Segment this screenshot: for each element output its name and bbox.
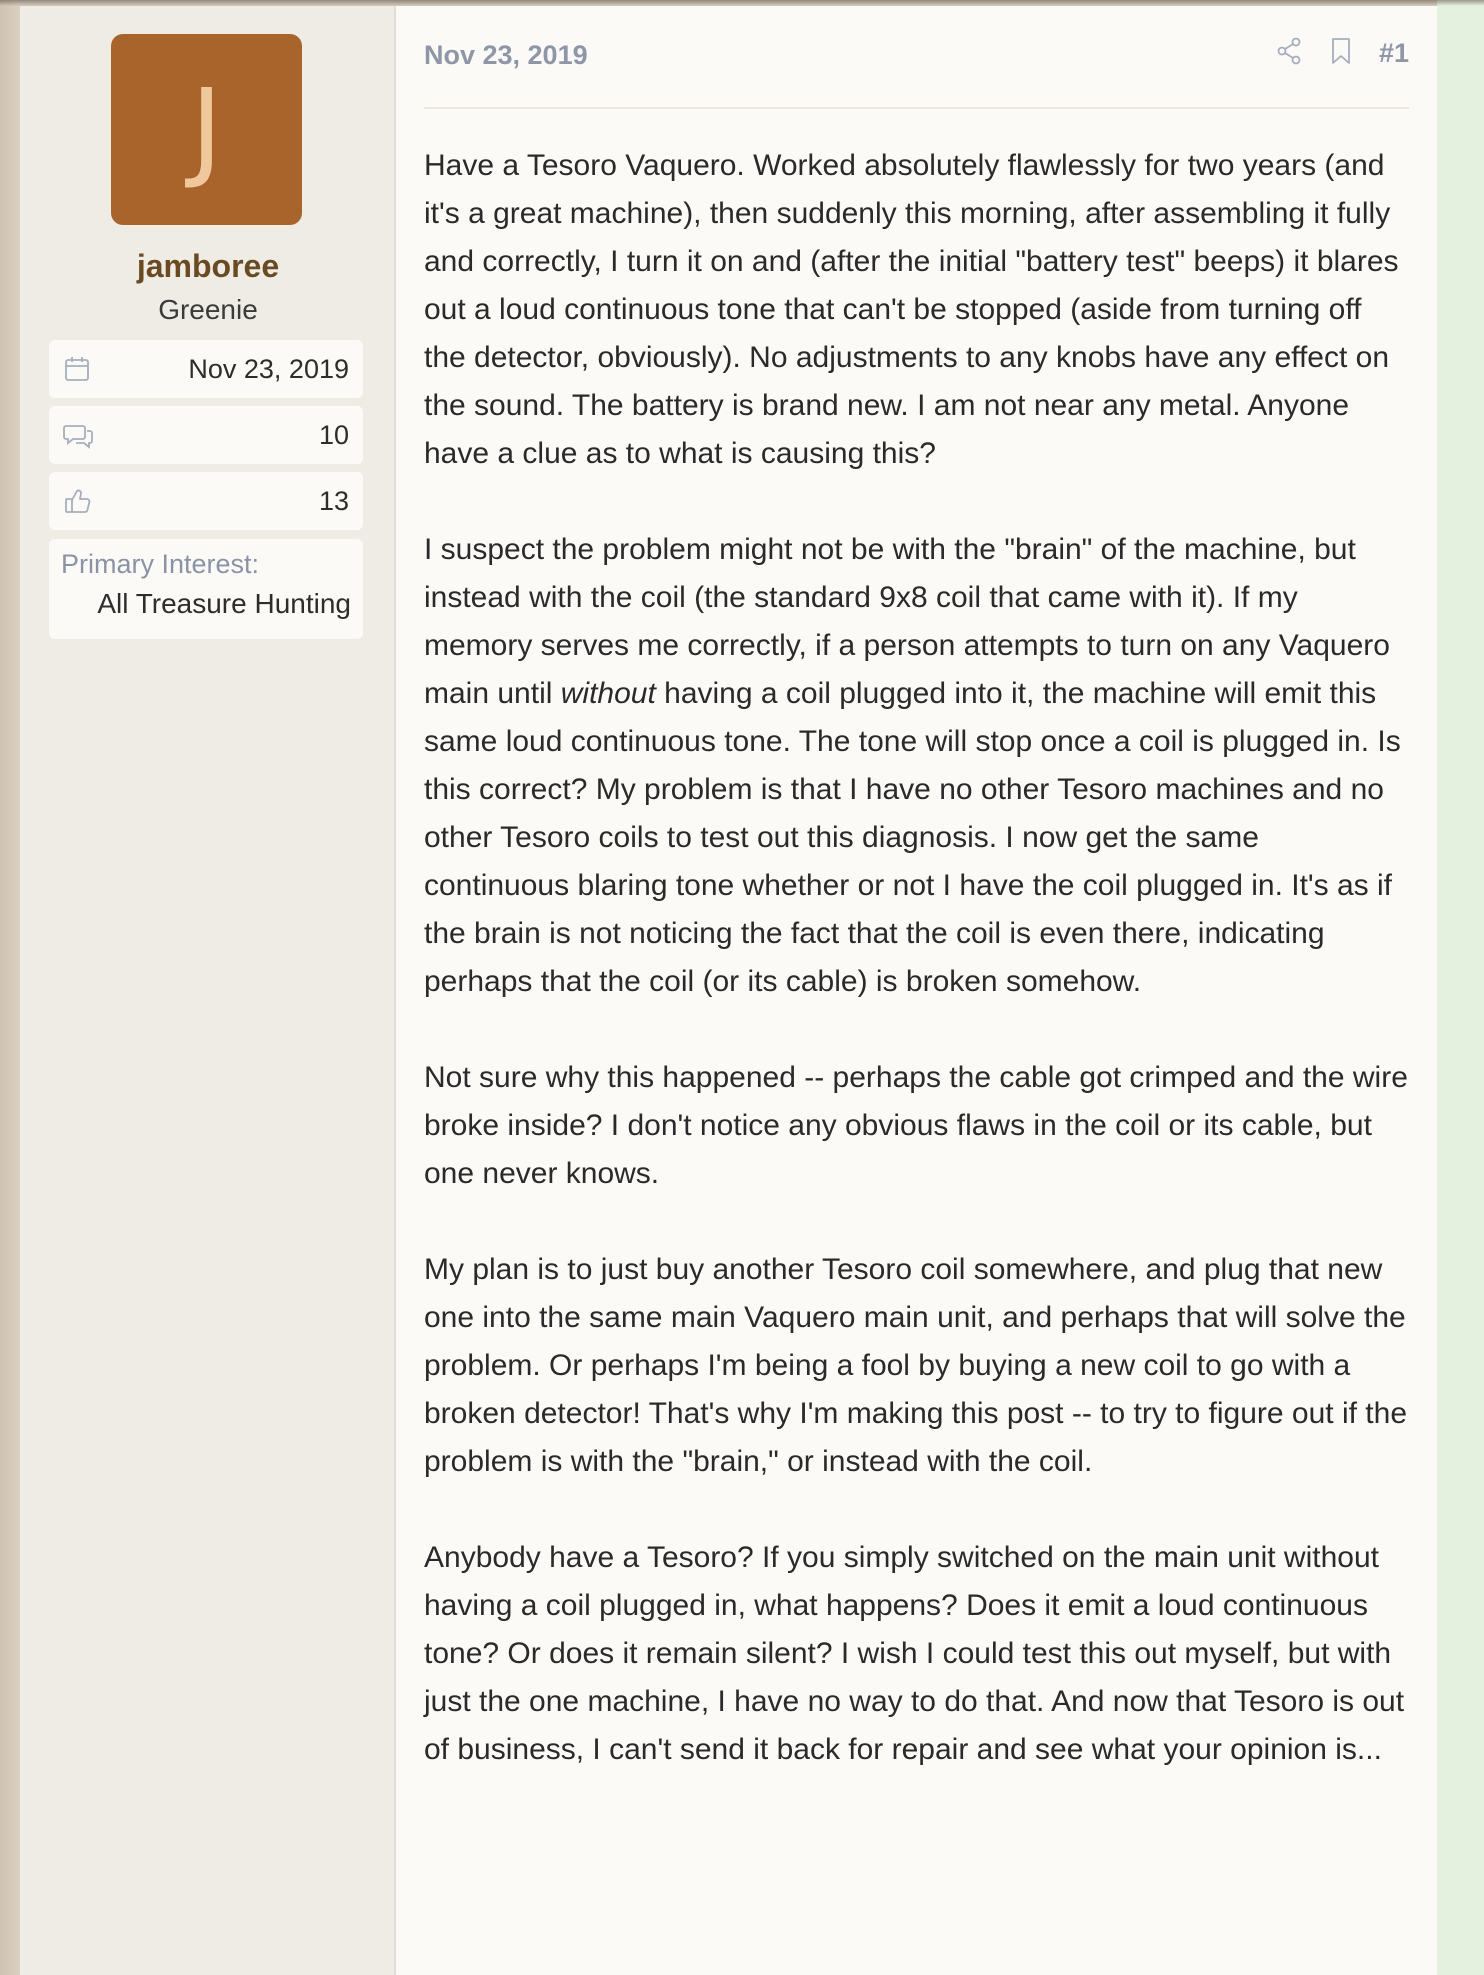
thumbs-up-icon — [63, 487, 93, 515]
post-paragraph: Not sure why this happened -- perhaps the cable got crimped and the wire broke inside? I don't notice any obvious flaws in the coil or its cable, but one never knows. — [424, 1061, 1408, 1190]
joined-date-value: Nov 23, 2019 — [188, 353, 349, 384]
post-content — [396, 6, 1437, 1975]
post-date[interactable]: Nov 23, 2019 — [424, 40, 588, 70]
primary-interest — [49, 539, 363, 639]
post-paragraph: Have a Tesoro Vaquero. Worked absolutely flawlessly for two years (and it's a great machine), then suddenly this morning, after assembling it fully and correctly, I turn it on and (after the initial "battery test" beeps) it blares out a loud continuous tone that can't be stopped (aside from turning off the detector, obviously). No adjustments to any knobs have any effect on the sound. The battery is brand new. I am not near any metal. Anyone have a clue as to what is causing this? — [424, 149, 1399, 470]
avatar[interactable] — [111, 34, 302, 225]
messages-count: 10 — [318, 419, 349, 450]
emphasized-text: without — [560, 677, 656, 710]
primary-interest-value: All Treasure Hunting — [97, 588, 351, 619]
messages-stat — [49, 406, 363, 464]
post-paragraph: Anybody have a Tesoro? If you simply switched on the main unit without having a coil plugged in, what happens? Does it emit a loud continuous tone? Or does it remain silent? I wish I could test this out myself, but with just the one machine, I have no way to do that. And now that Tesoro is out of business, I can't send it back for repair and see what your opinion is... — [424, 1541, 1405, 1766]
joined-date-stat — [49, 340, 363, 398]
user-info-panel — [20, 6, 396, 1975]
calendar-icon — [63, 355, 91, 383]
username[interactable]: jamboree — [136, 248, 280, 284]
post-paragraph: I suspect the problem might not be with the "brain" of the machine, but instead with the coil (the standard 9x8 coil that came with it). If my memory serves me correctly, if a person attempts to turn on any Vaquero main until without having a coil plugged into it, the machine will emit this same loud continuous tone. The tone will stop once a coil is plugged in. Is this correct? My problem is that I have no other Tesoro machines and no other Tesoro coils to test out this diagnosis. I now get the same continuous blaring tone whether or not I have the coil plugged in. It's as if the brain is not noticing the fact that the coil is even there, indicating perhaps that the coil (or its cable) is broken somehow. — [424, 533, 1401, 998]
top-shadow — [0, 0, 1484, 6]
reactions-stat — [49, 472, 363, 530]
user-title: Greenie — [158, 294, 258, 325]
post-number-link[interactable]: #1 — [1378, 38, 1409, 68]
post-body — [424, 142, 1409, 1822]
post-actions — [1275, 36, 1409, 71]
post-paragraph: My plan is to just buy another Tesoro coil somewhere, and plug that new one into the same main Vaquero main unit, and perhaps that will solve the problem. Or perhaps I'm being a fool by buying a new coil to go with a broken detector! That's why I'm making this post -- to try to figure out if the problem is with the "brain," or instead with the coil. — [424, 1253, 1407, 1478]
bookmark-icon[interactable] — [1329, 36, 1353, 71]
post-header — [424, 6, 1409, 109]
forum-post — [20, 6, 1437, 1975]
primary-interest-label: Primary Interest: — [61, 549, 260, 579]
reactions-count: 13 — [318, 485, 349, 516]
page-background-left — [0, 0, 20, 1975]
messages-icon — [63, 421, 95, 449]
page-background-right — [1437, 0, 1484, 1975]
share-icon[interactable] — [1275, 36, 1303, 71]
avatar-letter: J — [190, 66, 223, 192]
